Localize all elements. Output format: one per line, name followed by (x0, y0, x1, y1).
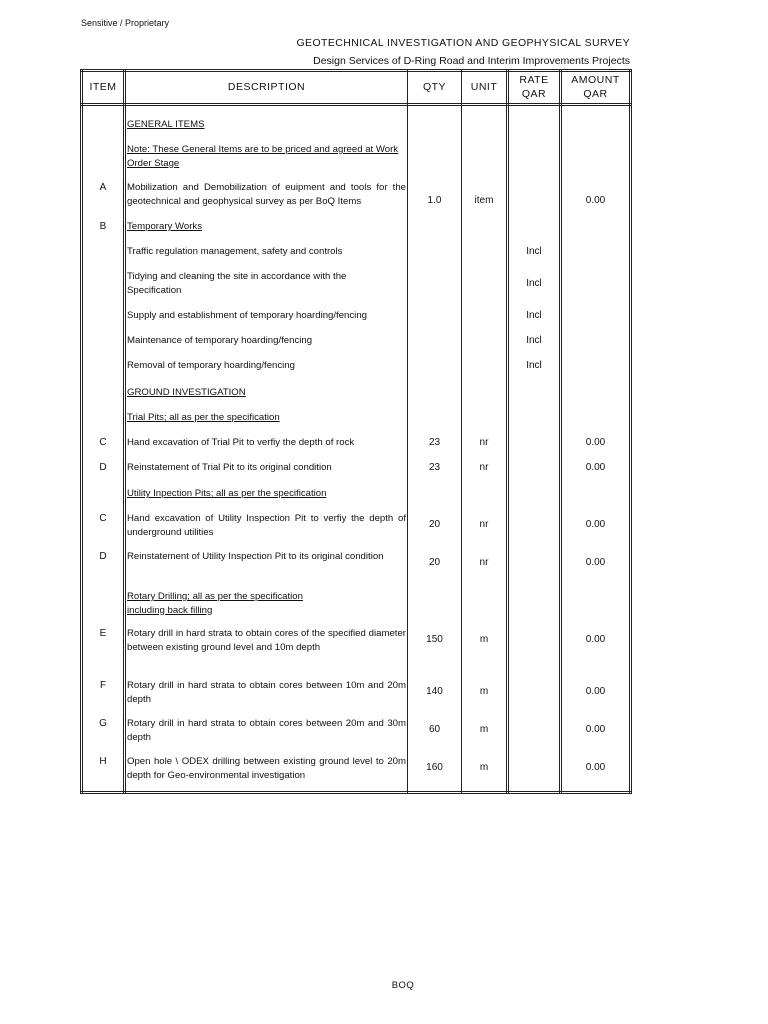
item-description: Reinstatement of Utility Inspection Pit to its original condition (127, 551, 384, 562)
column-header-qty: QTY (422, 81, 447, 93)
subsection-heading: Trial Pits; all as per the specification (127, 412, 280, 423)
subsection-heading: Utility Inpection Pits; all as per the specification (127, 488, 327, 499)
item-unit: m (479, 634, 489, 645)
item-amount: 0.00 (585, 195, 606, 206)
column-header-rate: RATE QAR (519, 74, 549, 100)
item-rate: Incl (526, 246, 542, 257)
item-code: H (99, 756, 107, 767)
item-qty: 140 (426, 686, 443, 697)
column-header-description: DESCRIPTION (227, 81, 306, 93)
classification-label: Sensitive / Proprietary (81, 18, 170, 28)
item-code: A (99, 182, 107, 193)
item-amount: 0.00 (585, 686, 606, 697)
section-heading: GROUND INVESTIGATION (127, 387, 246, 398)
item-amount: 0.00 (585, 724, 606, 735)
item-rate: Incl (526, 335, 542, 346)
item-code: E (99, 628, 107, 639)
item-qty: 20 (428, 519, 441, 530)
item-code: B (99, 221, 107, 232)
item-qty: 20 (428, 557, 441, 568)
item-description: Mobilization and Demobilization of euipment and tools for the geotechnical and geophysical survey as per BoQ Items (127, 182, 406, 207)
column-header-unit: UNIT (470, 81, 498, 93)
item-unit: nr (479, 519, 489, 530)
subsection-heading: Temporary Works (127, 221, 202, 232)
item-qty: 1.0 (427, 195, 442, 206)
item-amount: 0.00 (585, 557, 606, 568)
item-code: D (99, 551, 107, 562)
item-description: Open hole \ ODEX drilling between existing ground level to 20m depth for Geo-environmental investigation (127, 756, 406, 781)
item-amount: 0.00 (585, 437, 606, 448)
item-description: Rotary drill in hard strata to obtain cores between 10m and 20m depth (127, 680, 406, 705)
section-heading: GENERAL ITEMS (127, 119, 205, 130)
item-code: C (99, 437, 107, 448)
item-qty: 60 (428, 724, 441, 735)
item-qty: 150 (426, 634, 443, 645)
item-amount: 0.00 (585, 519, 606, 530)
item-code: G (99, 718, 107, 729)
item-description: Rotary drill in hard strata to obtain cores between 20m and 30m depth (127, 718, 406, 743)
document-title: GEOTECHNICAL INVESTIGATION AND GEOPHYSICAL SURVEY (296, 37, 630, 49)
item-code: C (99, 513, 107, 524)
item-rate: Incl (526, 278, 542, 289)
item-unit: m (479, 762, 489, 773)
item-code: F (99, 680, 107, 691)
item-unit: nr (479, 462, 489, 473)
item-rate: Incl (526, 360, 542, 371)
subsection-heading: Rotary Drilling; all as per the specification including back filling (127, 591, 303, 616)
item-amount: 0.00 (585, 762, 606, 773)
item-description: Traffic regulation management, safety and controls (127, 246, 343, 257)
document-subtitle: Design Services of D-Ring Road and Interim Improvements Projects (313, 55, 630, 67)
item-description: Supply and establishment of temporary hoarding/fencing (127, 310, 367, 321)
page-label: BOQ (391, 980, 415, 991)
item-qty: 23 (428, 437, 441, 448)
item-unit: nr (479, 557, 489, 568)
item-qty: 160 (426, 762, 443, 773)
column-header-amount: AMOUNT QAR (571, 74, 620, 100)
item-description: Maintenance of temporary hoarding/fencing (127, 335, 313, 346)
item-description: Hand excavation of Utility Inspection Pit to verfiy the depth of underground utilities (127, 513, 406, 538)
note-text: Note: These General Items are to be priced and agreed at Work Order Stage (127, 144, 399, 169)
item-rate: Incl (526, 310, 542, 321)
item-unit: m (479, 724, 489, 735)
item-description: Hand excavation of Trial Pit to verfiy the depth of rock (127, 437, 355, 448)
item-description: Rotary drill in hard strata to obtain cores of the specified diameter between existing ground level and 10m depth (127, 628, 406, 653)
item-description: Tidying and cleaning the site in accordance with the Specification (127, 271, 347, 296)
item-qty: 23 (428, 462, 441, 473)
item-description: Removal of temporary hoarding/fencing (127, 360, 295, 371)
item-unit: m (479, 686, 489, 697)
item-unit: item (474, 195, 494, 206)
item-code: D (99, 462, 107, 473)
item-unit: nr (479, 437, 489, 448)
item-amount: 0.00 (585, 462, 606, 473)
item-amount: 0.00 (585, 634, 606, 645)
column-header-item: ITEM (89, 81, 117, 93)
item-description: Reinstatement of Trial Pit to its original condition (127, 462, 332, 473)
